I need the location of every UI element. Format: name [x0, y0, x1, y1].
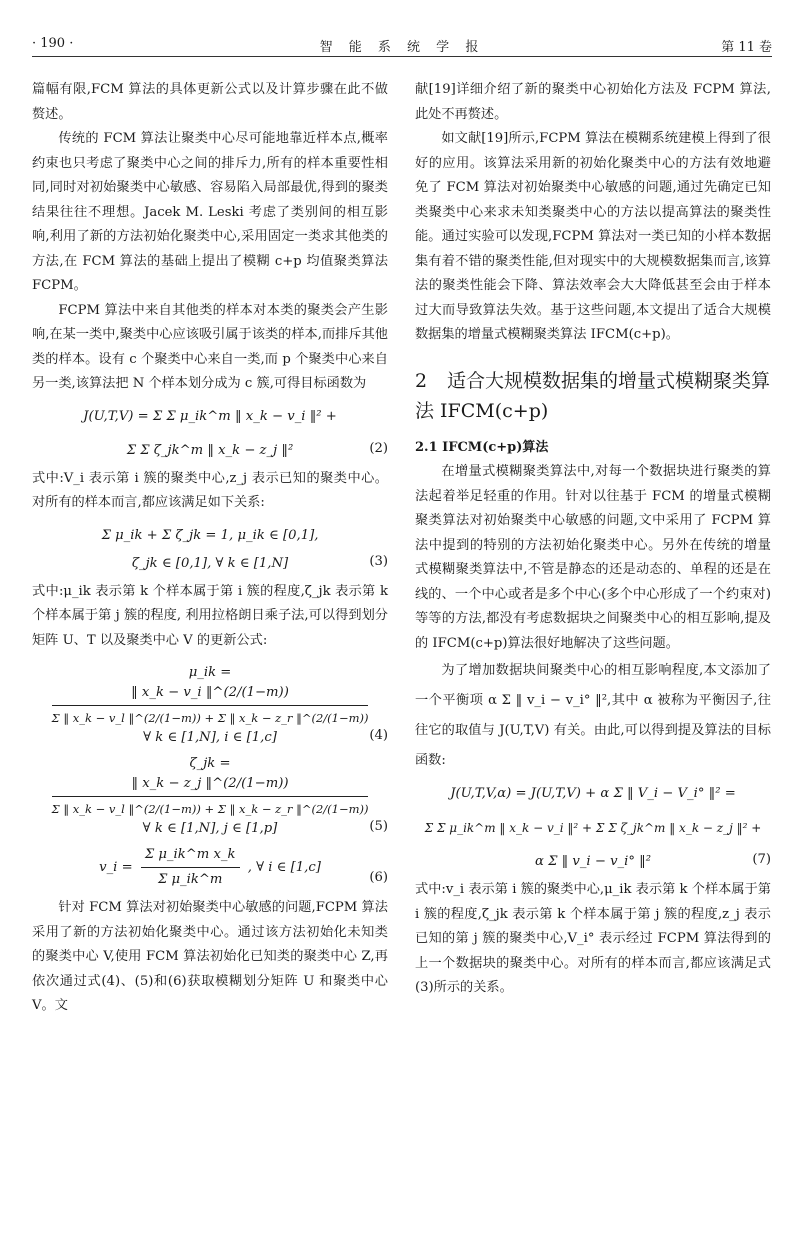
- numerator: ‖ x_k − z_j ‖^(2/(1−m)): [52, 774, 369, 797]
- equation-6: [32, 845, 388, 890]
- paragraph: 传统的 FCM 算法让聚类中心尽可能地靠近样本点,概率约束也只考虑了聚类中心之间的排斥力,所有的样本重要性相同,同时对初始聚类中心敏感、容易陷入局部最优,得到的聚类结果往往不理想。Jacek M. Leski 考虑了类别间的相互影响,利用了新的方法初始化聚类中心,采用固定一类求其他类的方法,在 FCM 算法的基础上提出了模糊 c+p 均值聚类算法 FCPM。: [32, 131, 388, 293]
- paragraph: 在增量式模糊聚类算法中,对每一个数据块进行聚类的算法起着举足轻重的作用。针对以往基于 FCM 的增量式模糊聚类算法对初始聚类中心敏感的问题,文中采用了 FCPM 算法中提到的特别的方法初始化聚类中心。另外在传统的增量式模糊聚类算法中,不管是静态的还是动态的、单程的还是在线的、一个中心或者是多个中心(多个中心形成了一个约束对)等等的方法,都没有考虑数据块之间聚类中心的相互影响,提及的 IFCM(c+p)算法很好地解决了这些问题。: [415, 464, 771, 651]
- equation-condition: ∀ k ∈ [1,N], j ∈ [1,p]: [142, 821, 278, 836]
- paragraph: 针对 FCM 算法对初始聚类中心敏感的问题,FCPM 算法采用了新的方法初始化聚类中心。通过该方法初始化未知类的聚类中心 V,使用 FCM 算法初始化已知类的聚类中心 Z,再依次通过式(4)、(5)和(6)获取模糊划分矩阵 U 和聚类中心 V。文: [32, 900, 388, 1013]
- equation-number: (4): [369, 728, 388, 743]
- paragraph: FCPM 算法中来自其他类的样本对本类的聚类会产生影响,在某一类中,聚类中心应该吸引属于该类的样本,而排斥其他类的样本。设有 c 个聚类中心来自一类,而 p 个聚类中心来自另一类,该算法把 N 个样本划分成为 c 簇,可得目标函数为: [32, 302, 388, 391]
- equation-condition: , ∀ i ∈ [1,c]: [247, 860, 321, 875]
- section-number: 2: [415, 369, 428, 392]
- section-heading: [415, 366, 771, 426]
- fraction: [141, 845, 240, 890]
- equation-number: (7): [752, 852, 771, 867]
- paragraph: 如文献[19]所示,FCPM 算法在模糊系统建模上得到了很好的应用。该算法采用新的初始化聚类中心的方法有效地避免了 FCM 算法对初始聚类中心敏感的问题,通过先确定已知类聚类中心来求未知类聚类中心的方法以提高算法的聚类性能。通过实验可以发现,FCPM 算法对一类已知的小样本数据集有着不错的聚类性能,但对现实中的大规模数据集而言,该算法的聚类性能会下降、算法效率会大大降低甚至会由于样本过大而导致算法失效。基于这些问题,本文提出了适合大规模数据集的增量式模糊聚类算法 IFCM(c+p)。: [415, 131, 771, 342]
- paragraph: 为了增加数据块间聚类中心的相互影响程度,本文添加了一个平衡项 α Σ ‖ v_i − v_i° ‖²,其中 α 被称为平衡因子,往往它的取值与 J(U,T,V) 有关。由此,可以得到提及算法的目标函数:: [415, 663, 771, 768]
- fraction: [52, 774, 369, 819]
- left-column: [32, 78, 388, 1019]
- equation-condition: ∀ k ∈ [1,N], i ∈ [1,c]: [143, 730, 277, 745]
- numerator: Σ μ_ik^m x_k: [141, 845, 240, 868]
- equation-line: Σ Σ ζ_jk^m ‖ x_k − z_j ‖²: [126, 442, 294, 458]
- paragraph: 式中:μ_ik 表示第 k 个样本属于第 i 簇的程度,ζ_jk 表示第 k 个样本属于第 j 簇的程度, 利用拉格朗日乘子法,可以得到划分矩阵 U、T 以及聚类中心 V 的更新公式:: [32, 583, 388, 648]
- equation-4: [32, 663, 388, 748]
- equation-lhs: μ_ik =: [188, 665, 232, 680]
- volume-label: 第 11 卷: [721, 40, 772, 55]
- denominator: Σ ‖ x_k − v_l ‖^(2/(1−m)) + Σ ‖ x_k − z_r ‖^(2/(1−m)): [51, 711, 369, 725]
- subsection-heading: 2.1 IFCM(c+p)算法: [415, 439, 549, 455]
- equation-line: Σ μ_ik + Σ ζ_jk = 1, μ_ik ∈ [0,1],: [101, 527, 319, 543]
- equation-line: α Σ ‖ v_i − v_i° ‖²: [534, 854, 652, 869]
- page-number: · 190 ·: [32, 36, 74, 51]
- fraction: [52, 683, 369, 728]
- numerator: ‖ x_k − v_i ‖^(2/(1−m)): [52, 683, 369, 706]
- equation-lhs: ζ_jk =: [189, 756, 231, 771]
- equation-line: J(U,T,V,α) = J(U,T,V) + α Σ ‖ V_i − V_i° ‖² =: [450, 786, 736, 801]
- page-header: [32, 30, 772, 57]
- paragraph: 式中:v_i 表示第 i 簇的聚类中心,μ_ik 表示第 k 个样本属于第 i 簇的程度,ζ_jk 表示第 k 个样本属于第 j 簇的程度,z_j 表示已知的第 j 簇的聚类中心,V_i° 表示经过 FCPM 算法得到的上一个数据块的聚类中心。对所有的样本而言,都应该满足式(3)所示的关系。: [415, 882, 771, 995]
- equation-line: J(U,T,V) = Σ Σ μ_ik^m ‖ x_k − v_i ‖² +: [83, 408, 337, 424]
- right-column: [415, 78, 771, 1001]
- denominator: Σ ‖ x_k − v_l ‖^(2/(1−m)) + Σ ‖ x_k − z_r ‖^(2/(1−m)): [51, 802, 369, 816]
- equation-number: (6): [369, 870, 388, 885]
- denominator: Σ μ_ik^m: [157, 872, 223, 887]
- paragraph: 篇幅有限,FCM 算法的具体更新公式以及计算步骤在此不做赘述。: [32, 82, 388, 122]
- equation-3: [32, 526, 388, 574]
- equation-line: Σ Σ μ_ik^m ‖ x_k − v_i ‖² + Σ Σ ζ_jk^m ‖ x_k − z_j ‖² +: [424, 821, 762, 835]
- equation-number: (5): [369, 819, 388, 834]
- paragraph: 式中:V_i 表示第 i 簇的聚类中心,z_j 表示已知的聚类中心。对所有的样本而言,都应该满足如下关系:: [32, 470, 388, 510]
- equation-7: [415, 784, 771, 872]
- equation-lhs: v_i =: [99, 860, 133, 875]
- paragraph: 献[19]详细介绍了新的聚类中心初始化方法及 FCPM 算法,此处不再赘述。: [415, 82, 771, 122]
- journal-name: 智 能 系 统 学 报: [319, 40, 485, 55]
- equation-2: [32, 407, 388, 461]
- equation-number: (2): [369, 440, 388, 456]
- equation-5: [32, 754, 388, 839]
- equation-line: ζ_jk ∈ [0,1], ∀ k ∈ [1,N]: [131, 555, 289, 571]
- section-title: 适合大规模数据集的增量式模糊聚类算法 IFCM(c+p): [415, 369, 771, 422]
- equation-number: (3): [369, 553, 388, 569]
